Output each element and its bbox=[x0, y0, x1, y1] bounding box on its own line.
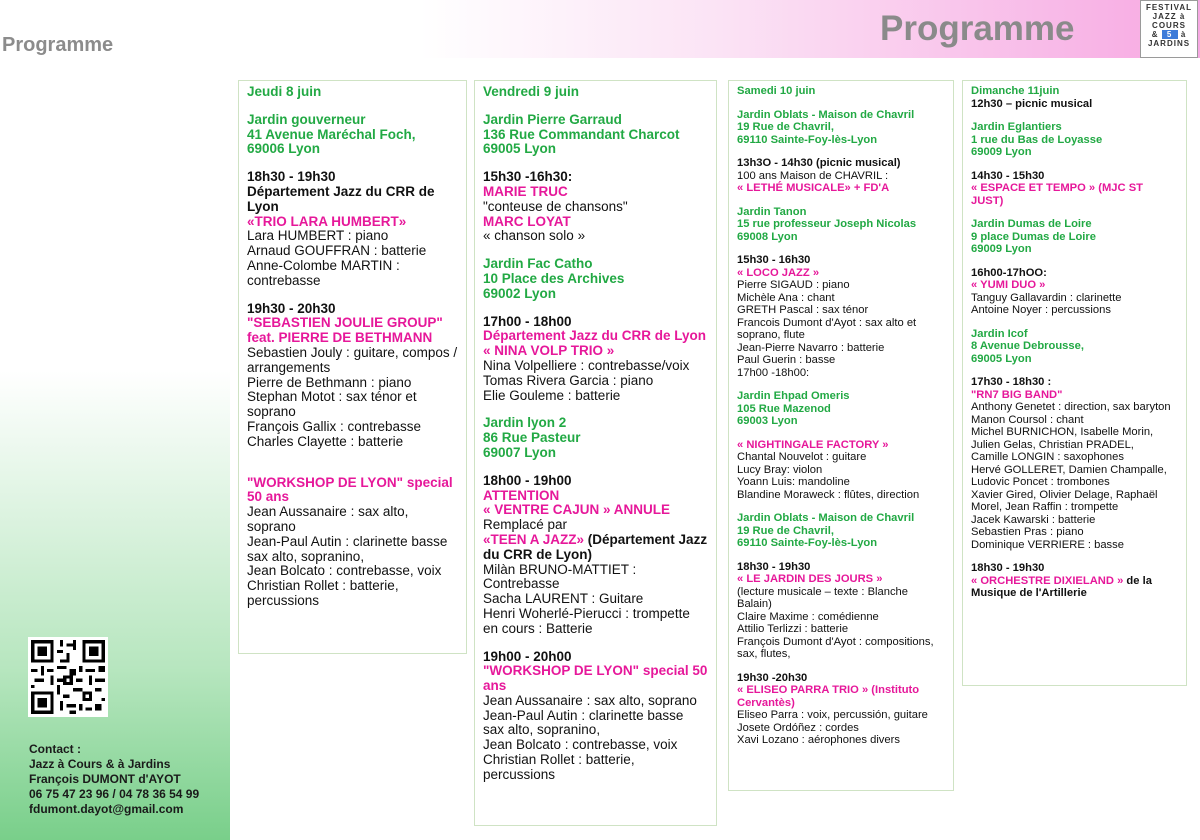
venue: Jardin Icof 8 Avenue Debrousse, 69005 Lyon bbox=[971, 327, 1084, 365]
time-slot: 18h00 - 19h00 bbox=[483, 472, 572, 488]
day-date: Jeudi 8 juin bbox=[247, 84, 322, 99]
performance: 19h30 - 20h30 "SEBASTIEN JOULIE GROUP" feat. PIERRE DE BETHMANN Sebastien Jouly : guitare, compos / arrangements Pierre de Bethmann : piano Stephan Motot : sax ténor et soprano François Gallix : contrebasse Charles Clayette : batterie bbox=[247, 300, 458, 449]
band-name: « NINA VOLP TRIO » bbox=[483, 343, 615, 359]
sidebar-title: Programme bbox=[2, 34, 114, 56]
band-name: « ELISEO PARRA TRIO » (Instituto Cervantès) bbox=[737, 684, 920, 709]
performance: 18h00 - 19h00 ATTENTION « VENTRE CAJUN » ANNULE Remplacé par «TEEN A JAZZ» (Département Jazz du CRR de Lyon) Milàn BRUNO-MATTIET : Contrebasse Sacha LAURENT : Guitare Henri Woherlé-Pierucci : trompette en cours : Batterie bbox=[483, 472, 708, 636]
contact-label: Contact : bbox=[29, 742, 81, 756]
time-slot: 19h30 - 20h30 bbox=[247, 300, 336, 316]
qr-code-icon bbox=[28, 637, 108, 717]
contact-org: Jazz à Cours & à Jardins bbox=[29, 757, 171, 771]
day-intro: 12h30 – picnic musical bbox=[971, 97, 1093, 110]
venue: Jardin Fac Catho 10 Place des Archives 69002 Lyon bbox=[483, 256, 625, 301]
time-slot: 18h30 - 19h30 bbox=[247, 169, 336, 185]
time-slot: 19h30 -20h30 bbox=[737, 671, 808, 684]
performance: 16h00-17hOO: « YUMI DUO » Tanguy Gallavardin : clarinette Antoine Noyer : percussions bbox=[971, 267, 1178, 317]
time-slot: 19h00 - 20h00 bbox=[483, 648, 572, 664]
performance: « NIGHTINGALE FACTORY » Chantal Nouvelot : guitare Lucy Bray: violon Yoann Luis: mandoline Blandine Moraweck : flûtes, direction bbox=[737, 439, 945, 502]
day-column-friday bbox=[474, 80, 717, 826]
venue: Jardin Dumas de Loire 9 place Dumas de Loire 69009 Lyon bbox=[971, 218, 1096, 255]
time-slot: 15h30 - 16h30 bbox=[737, 254, 811, 266]
time-slot: 15h30 -16h30: bbox=[483, 169, 573, 185]
day-column-sunday bbox=[962, 80, 1187, 686]
performance: 15h30 - 16h30 « LOCO JAZZ » Pierre SIGAUD : piano Michèle Ana : chant GRETH Pascal : sax ténor Francois Dumont d'Ayot : sax alto et soprano, flute Jean-Pierre Navarro : batterie Paul Guerin : basse 17h00 -18h00: bbox=[737, 254, 945, 379]
day-date: Samedi 10 juin bbox=[737, 85, 816, 97]
performance: 19h30 -20h30 « ELISEO PARRA TRIO » (Instituto Cervantès) Eliseo Parra : voix, percussión, guitare Josete Ordóñez : cordes Xavi Lozano : aérophones divers bbox=[737, 672, 945, 747]
contact-block bbox=[29, 742, 199, 817]
performance: 15h30 -16h30: MARIE TRUC "conteuse de chansons" MARC LOYAT « chanson solo » bbox=[483, 170, 708, 244]
performance: "WORKSHOP DE LYON" special 50 ans Jean Aussanaire : sax alto, soprano Jean-Paul Autin : clarinette basse sax alto, sopranino, Jean Bolcato : contrebasse, voix Christian Rollet : batterie, percussions bbox=[247, 476, 458, 609]
venue: Jardin Oblats - Maison de Chavril 19 Rue de Chavril, 69110 Sainte-Foy-lès-Lyon bbox=[737, 108, 915, 146]
band-name: "SEBASTIEN JOULIE GROUP" feat. PIERRE DE BETHMANN bbox=[247, 315, 443, 346]
band-name: « YUMI DUO » bbox=[971, 279, 1046, 291]
performance: 18h30 - 19h30 Département Jazz du CRR de Lyon «TRIO LARA HUMBERT» Lara HUMBERT : piano Arnaud GOUFFRAN : batterie Anne-Colombe MARTIN : contrebasse bbox=[247, 170, 458, 288]
band-name: MARIE TRUC bbox=[483, 183, 568, 199]
band-name: MARC LOYAT bbox=[483, 213, 571, 229]
band-name: « NIGHTINGALE FACTORY » bbox=[737, 438, 889, 451]
venue: Jardin gouverneur 41 Avenue Maréchal Foch, 69006 Lyon bbox=[247, 111, 416, 157]
performance: 18h30 - 19h30 « LE JARDIN DES JOURS » (lecture musicale – texte : Blanche Balain) Claire Maxime : comédienne Attilio Terlizzi : batterie François Dumont d'Ayot : compositions, sax, flutes, bbox=[737, 561, 945, 661]
performance: 17h30 - 18h30 : "RN7 BIG BAND" Anthony Genetet : direction, sax baryton Manon Coursol : chant Michel BURNICHON, Isabelle Morin, Julien Gelas, Christian PRADEL, Camille LONGIN : saxophones Hervé GOLLERET, Damien Champalle, Ludovic Poncet : trombones Xavier Gired, Olivier Delage, Raphaël Morel, Jean Raffin : trompette Jacek Kawarski : batterie Sebastien Pras : piano Dominique VERRIERE : basse bbox=[971, 376, 1178, 551]
contact-phones: 06 75 47 23 96 / 04 78 36 54 99 bbox=[29, 787, 200, 801]
venue: Jardin Tanon 15 rue professeur Joseph Nicolas 69008 Lyon bbox=[737, 205, 917, 243]
alert-text: ATTENTION bbox=[483, 487, 560, 503]
band-name: «TRIO LARA HUMBERT» bbox=[247, 213, 407, 229]
time-slot: 18h30 - 19h30 bbox=[971, 562, 1045, 574]
band-name: « LE JARDIN DES JOURS » bbox=[737, 573, 883, 585]
performance: 13h3O - 14h30 (picnic musical) 100 ans Maison de CHAVRIL : « LETHÉ MUSICALE» + FD'A bbox=[737, 157, 945, 195]
time-slot: 18h30 - 19h30 bbox=[737, 560, 811, 573]
time-slot: 13h3O - 14h30 (picnic musical) bbox=[737, 157, 901, 169]
venue: Jardin lyon 2 86 Rue Pasteur 69007 Lyon bbox=[483, 415, 581, 460]
day-column-thursday bbox=[238, 80, 467, 654]
band-name: "RN7 BIG BAND" bbox=[971, 388, 1063, 401]
performance: 17h00 - 18h00 Département Jazz du CRR de Lyon « NINA VOLP TRIO » Nina Volpelliere : contrebasse/voix Tomas Rivera Garcia : piano Elie Gouleme : batterie bbox=[483, 313, 707, 403]
day-date: Vendredi 9 juin bbox=[483, 84, 580, 99]
contact-email[interactable]: fdumont.dayot@gmail.com bbox=[29, 802, 184, 816]
contact-name: François DUMONT d'AYOT bbox=[29, 772, 181, 786]
venue: Jardin Ehpad Omeris 105 Rue Mazenod 69003 Lyon bbox=[737, 390, 850, 427]
performance: 18h30 - 19h30 « ORCHESTRE DIXIELAND » de la Musique de l'Artillerie bbox=[971, 562, 1178, 600]
cancel-text: « VENTRE CAJUN » ANNULE bbox=[483, 502, 671, 518]
venue: Jardin Eglantiers 1 rue du Bas de Loyasse 69009 Lyon bbox=[971, 121, 1103, 158]
sidebar-band bbox=[0, 58, 230, 840]
band-name: "WORKSHOP DE LYON" special 50 ans bbox=[247, 474, 453, 505]
band-name: "WORKSHOP DE LYON" special 50 ans bbox=[483, 663, 708, 694]
band-name: « ESPACE ET TEMPO » (MJC ST JUST) bbox=[971, 182, 1143, 207]
performance: 19h00 - 20h00 "WORKSHOP DE LYON" special 50 ans Jean Aussanaire : sax alto, soprano Jean-Paul Autin : clarinette basse sax alto, sopranino, Jean Bolcato : contrebasse, voix Christian Rollet : batterie, percussions bbox=[483, 648, 708, 782]
band-name: « ORCHESTRE DIXIELAND » bbox=[971, 574, 1124, 587]
time-slot: 17h00 - 18h00 bbox=[483, 313, 572, 329]
day-column-saturday bbox=[728, 80, 954, 791]
performance bbox=[971, 170, 1178, 208]
page-title: Programme bbox=[880, 9, 1075, 48]
time-slot: 17h30 - 18h30 : bbox=[971, 376, 1052, 388]
time-slot: 14h30 - 15h30 bbox=[971, 169, 1045, 182]
festival-logo: FESTIVAL JAZZ à COURS & 5 à JARDINS bbox=[1140, 0, 1198, 58]
band-name: «TEEN A JAZZ» bbox=[483, 531, 585, 547]
venue: Jardin Pierre Garraud 136 Rue Commandant Charcot 69005 Lyon bbox=[483, 111, 680, 157]
day-date: Dimanche 11juin bbox=[971, 85, 1060, 97]
time-slot: 16h00-17hOO: bbox=[971, 266, 1047, 279]
band-name: « LETHÉ MUSICALE» + FD'A bbox=[737, 182, 890, 194]
venue: Jardin Oblats - Maison de Chavril 19 Rue de Chavril, 69110 Sainte-Foy-lès-Lyon bbox=[737, 512, 915, 549]
band-name: « LOCO JAZZ » bbox=[737, 266, 820, 279]
